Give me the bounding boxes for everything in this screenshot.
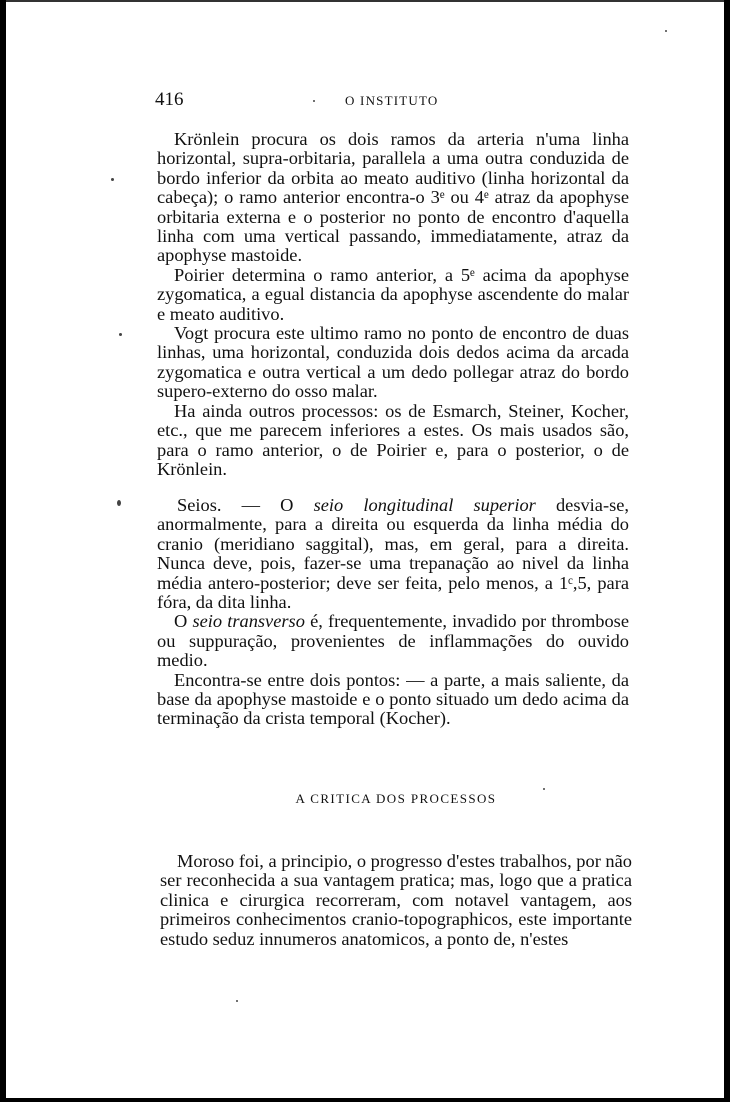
text-block-seios [157,496,629,729]
scan-edge-right [724,0,730,1102]
scan-speck [119,333,122,336]
scan-speck [665,30,667,32]
scan-speck [111,178,114,181]
seio-longitudinal-text: desvia-se, anormalmente, para a direita ou esquerda da linha média do cranio (meridiano saggital), mas, em geral, para a direita. Nunca deve, pois, fazer-se uma trepanação ao nivel da linha média antero-posterior; deve ser feita, pelo menos, a 1ᶜ,5, para fóra, da dita linha. [157,495,629,613]
scan-edge-left [0,0,6,1102]
paragraph-seio-transverso [157,612,629,670]
scan-edge-bottom [0,1098,730,1102]
seio-longitudinal-term: seio longitudinal superior [313,495,536,515]
seio-transverso-start: O [174,611,193,632]
scan-speck [543,788,545,790]
paragraph-moroso: Moroso foi, a principio, o progresso d'estes trabalhos, por não ser reconhecida a sua vantagem pratica; mas, logo que a pratica clinica e cirurgica recorreram, com notavel vantagem, aos primeiros conhecimentos cranio-topographicos, este importante estudo seduz innumeros anatomicos, a ponto de, n'estes [160,851,632,949]
seio-transverso-term: seio transverso [192,611,305,632]
seio-transverso-text: é, frequentemente, invadido por thrombose ou suppuração, provenientes de inflammações do ouvido medio. [157,611,629,671]
scan-speck [117,500,121,506]
paragraph-seio-longitudinal [157,496,629,612]
text-block-critica [160,852,632,949]
page-header [155,89,635,113]
seios-label: Seios. [177,495,222,515]
paragraph-other-processes: Ha ainda outros processos: os de Esmarch, Steiner, Kocher, etc., que me parecem inferiores a estes. Os mais usados são, para o ramo anterior, o de Poirier e, para o posterior, o de Krönlein. [157,400,629,479]
paragraph-vogt: Vogt procura este ultimo ramo no ponto de encontro de duas linhas, uma horizontal, conduzida dois dedos acima da arcada zygomatica e outra vertical a um dedo pollegar atraz do bordo supero-externo do osso malar. [157,323,629,402]
text-block-arteria [157,130,629,479]
page-number: 416 [155,89,184,110]
paragraph-kronlein: Krönlein procura os dois ramos da arteria n'uma linha horizontal, supra-orbitaria, parallela a uma outra conduzida de bordo inferior da orbita ao meato auditivo (linha horizontal da cabeça); o ramo anterior encontra-o 3ᵉ ou 4ᵉ atraz da apophyse orbitaria externa e o posterior no ponto de encontro d'aquella linha com uma vertical passando, immediatamente, atraz da apophyse mastoide. [157,129,629,266]
scan-speck [236,1000,238,1002]
running-title: O INSTITUTO [345,93,439,108]
paragraph-poirier: Poirier determina o ramo anterior, a 5ᵉ acima da apophyse zygomatica, a egual distancia da apophyse ascendente do malar e meato auditivo. [157,264,629,324]
scan-edge-top [0,0,730,2]
paragraph-encontra-se: Encontra-se entre dois pontos: — a parte, a mais saliente, da base da apophyse mastoide e o ponto situado um dedo acima da terminação da crista temporal (Kocher). [157,669,629,729]
section-heading: A CRITICA DOS PROCESSOS [295,791,497,806]
seios-dash: — O [221,495,314,515]
